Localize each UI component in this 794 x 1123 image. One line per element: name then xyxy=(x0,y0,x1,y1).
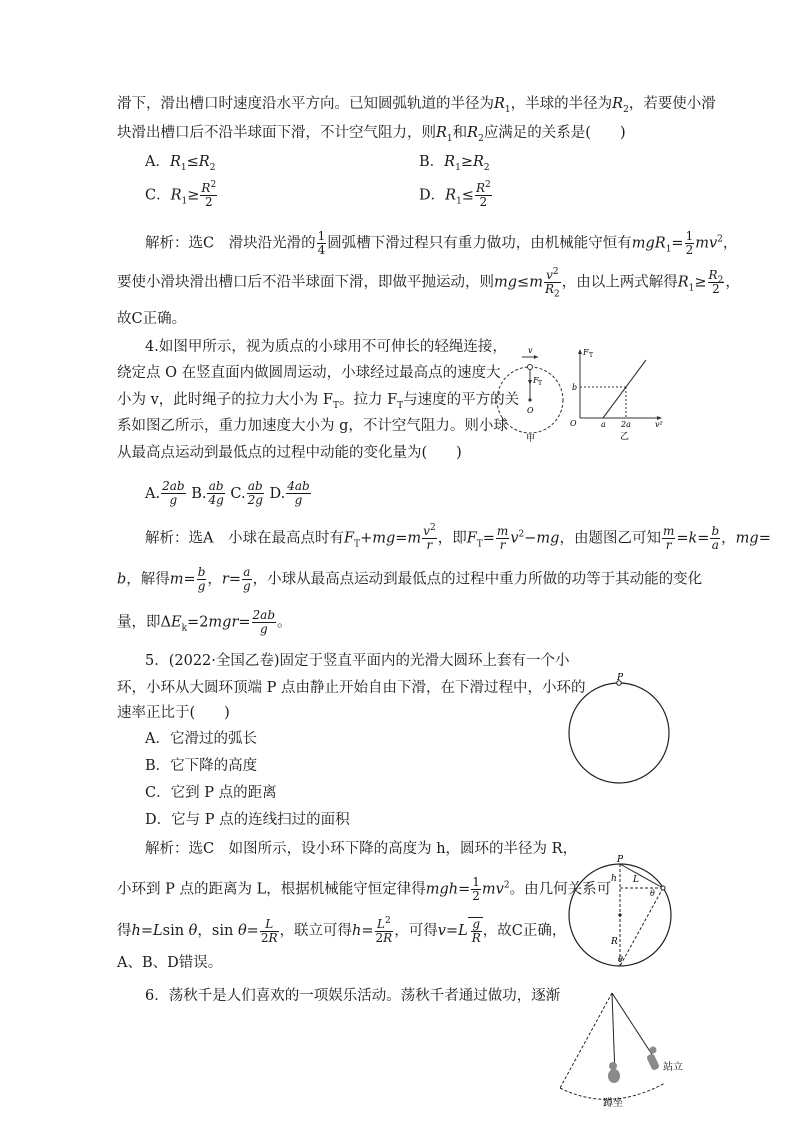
q4-stem-line2: 绕定点 O 在竖直面内做圆周运动，小球经过最高点的速度大 xyxy=(117,365,501,381)
q4-solution-line1: 解析：选A 小球在最高点时有$F_T+mg=m$ $\frac{v^2}{r}$ ，即$F_T=$ $\frac{m}{r}$ $v^2-mg$，由题图乙可知 $\frac{m}{r}$ =k= $\frac{b}{a}$ ，mg= xyxy=(145,523,771,552)
label-stand: 站立 xyxy=(663,1062,683,1073)
small-ring-position xyxy=(661,886,665,890)
q5-solution-line1: 解析：选C 如图所示，设小环下降的高度为 h，圆环的半径为 R， xyxy=(145,841,578,857)
q5-solution-line2: 小环到 P 点的距离为 L，根据机械能守恒定律得mgh= $\frac{1}{2}$ $mv^2$。由几何关系可 xyxy=(117,875,612,903)
q3-solution-line1: 解析：选C 滑块沿光滑的 $\frac{1}{4}$ 圆弧槽下滑过程只有重力做功，由机械能守恒有mgR$_1$= $\frac{1}{2}$ $mv^2$， xyxy=(145,229,738,257)
label-p: P xyxy=(617,673,624,683)
q3-stem-line1: 滑下，滑出槽口时速度沿水平方向。已知圆弧轨道的半径为$R_1$，半球的半径为$R_2$，若要使小滑 xyxy=(117,96,716,115)
q5-solution-line3: 得h=Lsin θ，sin θ= $\frac{L}{2R}$ ，联立可得h= $\frac{L^2}{2R}$ ，可得v=L $\frac{g}{R}$ ，故C正确， xyxy=(117,915,567,945)
q5-option-c: C．它到 P 点的距离 xyxy=(145,785,277,801)
label-v2: v² xyxy=(655,420,663,429)
q3-option-d: D．$R_1\le$ $\frac{R^2}{2}$ xyxy=(419,180,491,209)
label-jia: 甲 xyxy=(526,434,536,443)
q4-stem-line3: 小为 v，此时绳子的拉力大小为 $F_T$。拉力 $F_T$与速度的平方的关 xyxy=(117,392,520,411)
figure-yi xyxy=(570,348,663,442)
large-ring xyxy=(569,683,669,783)
label-a: a xyxy=(601,420,606,429)
q4-option-b: B. $\frac{ab}{4g}$ xyxy=(191,479,224,507)
q5-figure-geometry xyxy=(565,852,675,970)
q4-stem-line4: 系如图乙所示，重力加速度大小为 g，不计空气阻力。则小球 xyxy=(117,418,508,434)
q4-option-d: D. $\frac{4ab}{g}$ xyxy=(269,479,310,507)
q4-solution-line2: b，解得m= $\frac{b}{g}$ ，r= $\frac{a}{g}$ ，小球从最高点运动到最低点的过程中重力所做的功等于其动能的变化 xyxy=(117,565,703,593)
label-ft: F xyxy=(533,376,539,385)
squatting-person xyxy=(608,1062,620,1083)
q4-options xyxy=(145,480,312,507)
swing-arc xyxy=(560,1083,665,1099)
label-theta: θ xyxy=(650,889,655,898)
q5-option-b: B．它下降的高度 xyxy=(145,758,258,774)
q5-stem-line3: 速率正比于( ) xyxy=(117,705,230,721)
label-o-yi: O xyxy=(570,419,577,428)
q3-stem-line2: 块滑出槽口后不沿半球面下滑，不计空气阻力，则$R_1$和$R_2$应满足的关系是( ) xyxy=(117,125,626,144)
label-o-jia: O xyxy=(527,406,534,415)
label-ft-axis: F xyxy=(583,348,589,357)
label-2a: 2a xyxy=(621,420,631,429)
q4-option-a: A. $\frac{2ab}{g}$ xyxy=(145,479,185,507)
q3-option-a: A．$R_1\le R_2$ xyxy=(145,154,216,173)
label-p2: P xyxy=(617,855,624,865)
label-squat: 蹲坐 xyxy=(603,1098,623,1109)
figure-jia xyxy=(497,346,563,443)
q4-stem-line5: 从最高点运动到最低点的过程中动能的变化量为( ) xyxy=(117,445,462,461)
q4-figure xyxy=(490,343,680,443)
center-point xyxy=(618,913,621,916)
label-theta-bottom: θ xyxy=(618,955,623,964)
standing-person xyxy=(646,1047,660,1071)
label-yi: 乙 xyxy=(620,432,630,442)
swing-rope-right xyxy=(612,993,653,1056)
ball xyxy=(528,365,533,370)
q4-solution-line3: 量，即$\Delta E_k=2mgr=$ $\frac{2ab}{g}$ 。 xyxy=(117,608,292,636)
q4-option-c: C. $\frac{ab}{2g}$ xyxy=(230,479,263,507)
q4-stem-line1: 4.如图甲所示，视为质点的小球用不可伸长的轻绳连接， xyxy=(145,339,507,355)
label-l: L xyxy=(633,875,639,885)
q3-option-c: C．$R_1\ge$ $\frac{R^2}{2}$ xyxy=(145,180,217,209)
label-ft-sub: T xyxy=(538,380,543,387)
q5-option-d: D．它与 P 点的连线扫过的面积 xyxy=(145,812,350,828)
q5-figure-ring xyxy=(565,670,675,790)
pivot-o xyxy=(528,398,531,401)
q3-solution-line2: 要使小滑块滑出槽口后不沿半球面下滑，即做平抛运动，则mg≤m $\frac{v^2}{R_2}$ ，由以上两式解得$R_1\ge$ $\frac{R_2}{2}$ ， xyxy=(117,267,740,300)
swing-rope-left xyxy=(560,993,612,1088)
q5-stem-line1: 5．(2022·全国乙卷)固定于竖直平面内的光滑大圆环上套有一个小 xyxy=(145,653,570,669)
label-v: v xyxy=(528,346,533,355)
q6-stem-line1: 6．荡秋千是人们喜欢的一项娱乐活动。荡秋千者通过做功，逐渐 xyxy=(145,988,561,1004)
q5-solution-line4: A、B、D错误。 xyxy=(117,955,223,971)
q3-option-b: B．$R_1\ge R_2$ xyxy=(419,154,490,173)
q3-solution-line3: 故C正确。 xyxy=(117,311,187,327)
label-h: h xyxy=(611,874,617,884)
chord-to-bottom xyxy=(620,888,663,966)
label-r: R xyxy=(611,937,618,947)
q5-option-a: A．它滑过的弧长 xyxy=(145,731,257,747)
label-b: b xyxy=(572,383,578,392)
q6-swing-figure xyxy=(555,988,705,1110)
label-ft-axis-sub: T xyxy=(589,352,594,359)
chord-l xyxy=(620,864,663,888)
q5-stem-line2: 环，小环从大圆环顶端 P 点由静止开始自由下滑，在下滑过程中，小环的 xyxy=(117,680,586,696)
ft-v2-line xyxy=(603,360,646,418)
